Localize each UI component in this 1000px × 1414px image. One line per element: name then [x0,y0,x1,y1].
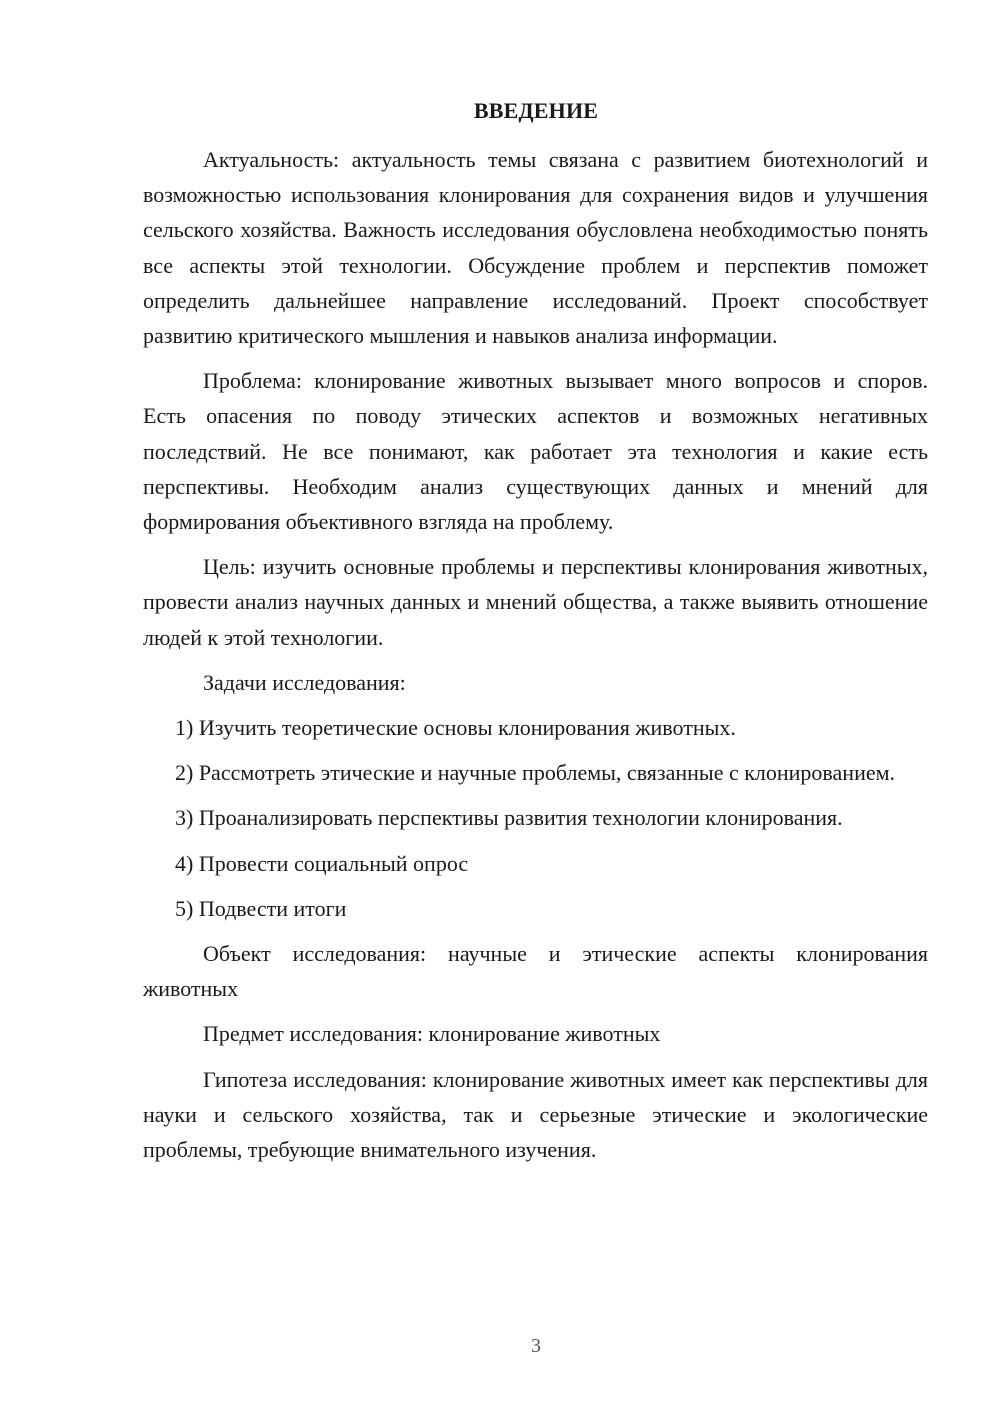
page-number: 3 [531,1335,541,1357]
task-item-3: 3) Проанализировать перспективы развития технологии клонирования. [175,805,843,831]
task-item-1: 1) Изучить теоретические основы клонирования животных. [175,715,736,741]
page-title: ВВЕДЕНИЕ [473,98,599,123]
document-body [143,142,928,1167]
paragraph-actuality: Актуальность: актуальность темы связана с развитием биотехнологий и возможностью использования клонирования для сохранения видов и улучшения сельского хозяйства. Важность исследования обусловлена необходимостью понять все аспекты этой технологии. Обсуждение проблем и перспектив поможет определить дальнейшее направление исследований. Проект способствует развитию критического мышления и навыков анализа информации. [143,147,928,349]
task-item-5: 5) Подвести итоги [175,895,347,921]
paragraph-object: Объект исследования: научные и этические аспекты клонирования животных [143,941,928,1002]
paragraph-goal: Цель: изучить основные проблемы и перспективы клонирования животных, провести анализ научных данных и мнений общества, а также выявить отношение людей к этой технологии. [143,554,928,650]
paragraph-problem: Проблема: клонирование животных вызывает много вопросов и споров. Есть опасения по поводу этических аспектов и возможных негативных последствий. Не все понимают, как работает эта технология и какие есть перспективы. Необходим анализ существующих данных и мнений для формирования объективного взгляда на проблему. [143,368,928,535]
paragraph-hypothesis: Гипотеза исследования: клонирование животных имеет как перспективы для науки и сельского хозяйства, так и серьезные этические и экологические проблемы, требующие внимательного изучения. [143,1066,928,1163]
task-item-2: 2) Рассмотреть этические и научные проблемы, связанные с клонированием. [175,760,896,786]
tasks-heading: Задачи исследования: [203,669,406,695]
task-item-4: 4) Провести социальный опрос [175,850,469,876]
paragraph-subject: Предмет исследования: клонирование животных [203,1021,661,1047]
